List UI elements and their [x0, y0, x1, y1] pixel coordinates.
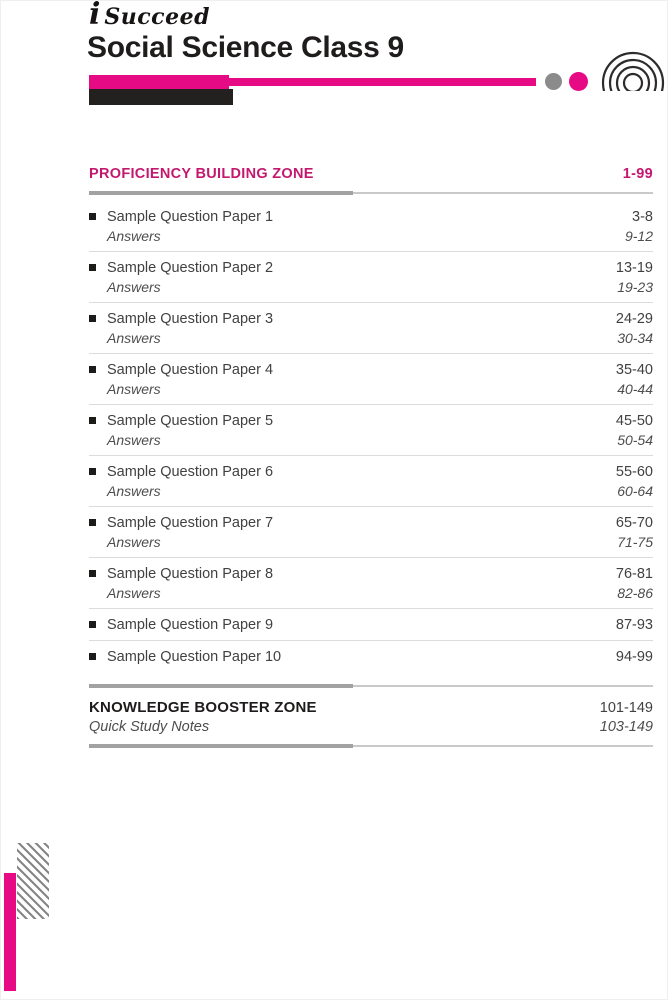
square-bullet-icon	[89, 264, 96, 271]
toc-item-title-cell	[89, 361, 273, 380]
toc-item-title: Sample Question Paper 1	[107, 209, 274, 225]
toc-item-answers-row	[107, 533, 653, 552]
toc-item-title-row	[89, 259, 653, 278]
toc-item-pages: 3-8	[632, 209, 653, 225]
answers-label: Answers	[107, 381, 161, 397]
toc-item-title: Sample Question Paper 2	[107, 260, 274, 276]
concentric-arcs-icon	[599, 51, 668, 91]
answers-pages: 9-12	[624, 228, 653, 244]
brand-logo	[89, 0, 210, 31]
square-bullet-icon	[89, 213, 96, 220]
toc-item-pages: 87-93	[615, 617, 653, 633]
divider-dark-segment	[89, 744, 353, 748]
toc-item	[89, 303, 653, 354]
pink-dot-icon	[569, 72, 588, 91]
square-bullet-icon	[89, 315, 96, 322]
toc-item-pages: 55-60	[615, 464, 653, 480]
divider-dark-segment	[89, 191, 353, 195]
toc-item-title-cell	[89, 208, 273, 227]
toc-item-title-cell	[89, 412, 273, 431]
toc-item-title-row	[89, 310, 653, 329]
gray-dot-icon	[545, 73, 562, 90]
toc-item-pages: 94-99	[615, 649, 653, 665]
toc-item-title: Sample Question Paper 7	[107, 515, 274, 531]
answers-label: Answers	[107, 483, 161, 499]
toc-item-title-row	[89, 361, 653, 380]
booster-heading-pages: 101-149	[599, 700, 653, 716]
answers-pages: 50-54	[617, 432, 653, 448]
toc-item-answers-row	[107, 227, 653, 246]
toc-item	[89, 507, 653, 558]
toc-item-answers-row	[107, 584, 653, 603]
divider-light-segment	[353, 745, 653, 747]
section-heading-pages: 1-99	[622, 166, 653, 182]
toc-item	[89, 558, 653, 609]
divider-dark-segment	[89, 684, 353, 688]
toc-item-title-cell	[89, 463, 273, 482]
section-knowledge-booster	[89, 698, 653, 737]
toc-item-title: Sample Question Paper 6	[107, 464, 274, 480]
answers-pages: 19-23	[617, 279, 653, 295]
diagonal-stripes-pattern	[17, 843, 49, 919]
toc-item-answers-row	[107, 431, 653, 450]
toc-item-title: Sample Question Paper 9	[107, 617, 274, 633]
toc-item-title-row	[89, 565, 653, 584]
divider-light-segment	[353, 685, 653, 687]
square-bullet-icon	[89, 621, 96, 628]
toc-item-title-row	[89, 208, 653, 227]
brand-logo-name: Succeed	[104, 4, 210, 30]
toc-item-title-row	[89, 648, 653, 667]
toc-item-pages: 65-70	[615, 515, 653, 531]
pink-vertical-bar	[4, 873, 16, 991]
toc-item-answers-row	[107, 380, 653, 399]
toc-item-pages: 13-19	[615, 260, 653, 276]
toc-item-pages: 24-29	[615, 311, 653, 327]
answers-pages: 40-44	[617, 381, 653, 397]
book-title: Social Science Class 9	[87, 31, 404, 64]
section-divider	[89, 191, 653, 195]
toc-item-title: Sample Question Paper 10	[107, 649, 282, 665]
answers-label: Answers	[107, 330, 161, 346]
toc-item	[89, 252, 653, 303]
toc-item-title: Sample Question Paper 5	[107, 413, 274, 429]
square-bullet-icon	[89, 468, 96, 475]
answers-pages: 60-64	[617, 483, 653, 499]
toc-item-title: Sample Question Paper 8	[107, 566, 274, 582]
toc-item-title-cell	[89, 616, 273, 635]
toc-item	[89, 641, 653, 672]
toc-item-answers-row	[107, 482, 653, 501]
toc-item	[89, 201, 653, 252]
answers-pages: 71-75	[617, 534, 653, 550]
booster-subtitle-pages: 103-149	[599, 719, 653, 735]
answers-label: Answers	[107, 585, 161, 601]
toc-item-pages: 45-50	[615, 413, 653, 429]
toc-item-pages: 35-40	[615, 362, 653, 378]
toc-item	[89, 456, 653, 507]
toc-item-title-cell	[89, 514, 273, 533]
toc-item-title-cell	[89, 310, 273, 329]
square-bullet-icon	[89, 366, 96, 373]
section-divider	[89, 684, 653, 688]
toc-item-title-cell	[89, 259, 273, 278]
toc-list	[89, 201, 653, 672]
toc-item-title-cell	[89, 565, 273, 584]
toc-item-pages: 76-81	[615, 566, 653, 582]
answers-pages: 30-34	[617, 330, 653, 346]
toc-item	[89, 609, 653, 641]
booster-subtitle-row	[89, 718, 653, 737]
toc-item	[89, 354, 653, 405]
brand-logo-i: i	[89, 0, 101, 32]
pink-bar-thick	[89, 75, 229, 89]
answers-label: Answers	[107, 432, 161, 448]
section-heading-proficiency	[89, 165, 653, 183]
section-divider	[89, 744, 653, 748]
toc-item-title-row	[89, 412, 653, 431]
black-bar	[89, 89, 233, 105]
section-heading-label: PROFICIENCY BUILDING ZONE	[89, 166, 314, 182]
toc-item-title-row	[89, 616, 653, 635]
toc-item-answers-row	[107, 278, 653, 297]
booster-subtitle-label: Quick Study Notes	[89, 719, 210, 735]
toc-item-title-row	[89, 514, 653, 533]
answers-label: Answers	[107, 534, 161, 550]
toc-item-title-cell	[89, 648, 281, 667]
toc-item-answers-row	[107, 329, 653, 348]
toc-item-title-row	[89, 463, 653, 482]
square-bullet-icon	[89, 653, 96, 660]
square-bullet-icon	[89, 417, 96, 424]
square-bullet-icon	[89, 570, 96, 577]
answers-label: Answers	[107, 228, 161, 244]
pink-bar-thin	[229, 78, 536, 86]
toc-item-title: Sample Question Paper 3	[107, 311, 274, 327]
answers-label: Answers	[107, 279, 161, 295]
table-of-contents	[89, 165, 653, 748]
toc-item	[89, 405, 653, 456]
booster-heading-row	[89, 698, 653, 718]
divider-light-segment	[353, 192, 653, 194]
answers-pages: 82-86	[617, 585, 653, 601]
square-bullet-icon	[89, 519, 96, 526]
booster-heading-label: KNOWLEDGE BOOSTER ZONE	[89, 699, 317, 716]
toc-item-title: Sample Question Paper 4	[107, 362, 274, 378]
